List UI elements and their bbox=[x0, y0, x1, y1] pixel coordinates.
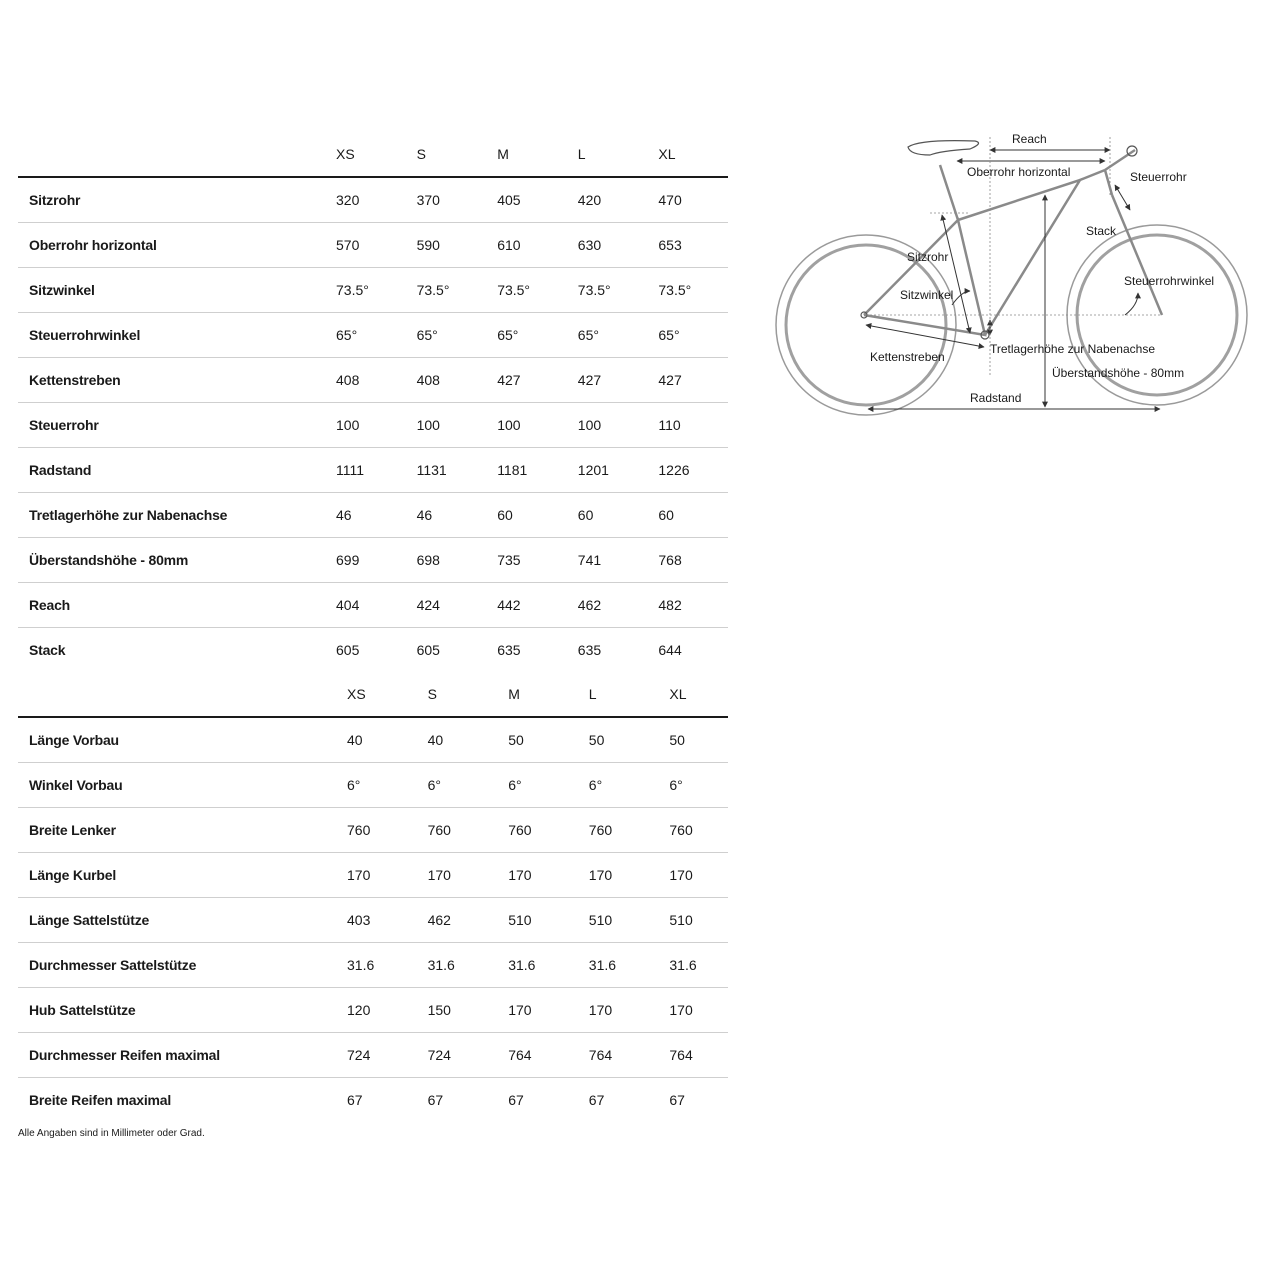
table-row bbox=[18, 628, 728, 673]
cell-xl: 764 bbox=[647, 1033, 728, 1078]
row-label: Hub Sattelstütze bbox=[18, 988, 325, 1033]
row-label: Tretlagerhöhe zur Nabenachse bbox=[18, 493, 325, 538]
cell-xl: 50 bbox=[647, 717, 728, 763]
cell-xl: 60 bbox=[647, 493, 728, 538]
cell-xs: 403 bbox=[325, 898, 406, 943]
size-header-m: M bbox=[497, 146, 509, 162]
row-label: Reach bbox=[18, 583, 325, 628]
size-header-l: L bbox=[588, 686, 597, 702]
chainstay-line bbox=[866, 325, 984, 347]
cell-xl: 470 bbox=[647, 177, 728, 223]
cell-m: 442 bbox=[486, 583, 567, 628]
cell-m: 764 bbox=[486, 1033, 567, 1078]
row-label: Überstandshöhe - 80mm bbox=[18, 538, 325, 583]
cell-l: 630 bbox=[567, 223, 648, 268]
table-row bbox=[18, 403, 728, 448]
label-reach: Reach bbox=[1012, 132, 1047, 146]
cell-s: 100 bbox=[406, 403, 487, 448]
row-label: Winkel Vorbau bbox=[18, 763, 325, 808]
cell-l: 50 bbox=[567, 717, 648, 763]
cell-xs: 67 bbox=[347, 1092, 363, 1108]
cell-l: 67 bbox=[588, 1092, 605, 1108]
table-row bbox=[18, 1033, 728, 1078]
cell-l: 635 bbox=[577, 642, 602, 658]
cell-xs: 724 bbox=[325, 1033, 406, 1078]
cell-s: 605 bbox=[416, 642, 440, 658]
row-label: Breite Reifen maximal bbox=[29, 1092, 172, 1108]
size-header-row bbox=[18, 132, 728, 177]
table-row bbox=[18, 358, 728, 403]
header-blank-cell bbox=[18, 132, 325, 177]
cell-l: 170 bbox=[567, 853, 648, 898]
size-header-m: M bbox=[508, 686, 520, 702]
saddle bbox=[908, 141, 979, 155]
cell-l: 764 bbox=[567, 1033, 648, 1078]
cell-xs: 73.5° bbox=[325, 268, 406, 313]
label-sitzwinkel: Sitzwinkel bbox=[900, 288, 954, 302]
size-header-xs: XS bbox=[336, 146, 355, 162]
row-label: Länge Vorbau bbox=[18, 717, 325, 763]
cell-s: 67 bbox=[427, 1092, 444, 1108]
cell-s: 698 bbox=[406, 538, 487, 583]
cell-xl: 65° bbox=[647, 313, 728, 358]
table-row bbox=[18, 313, 728, 358]
cell-s: 6° bbox=[406, 763, 487, 808]
size-header-row bbox=[18, 672, 728, 717]
size-header-xs: XS bbox=[347, 686, 366, 702]
table-row bbox=[18, 538, 728, 583]
cell-xs: 760 bbox=[325, 808, 406, 853]
cell-m: 31.6 bbox=[486, 943, 567, 988]
cell-s: 424 bbox=[406, 583, 487, 628]
cell-xs: 100 bbox=[325, 403, 406, 448]
cell-xl: 760 bbox=[647, 808, 728, 853]
geometry-tables bbox=[18, 132, 728, 1122]
cell-l: 65° bbox=[567, 313, 648, 358]
label-steuerrohrwinkel: Steuerrohrwinkel bbox=[1124, 274, 1215, 288]
cell-xl: 31.6 bbox=[647, 943, 728, 988]
table-row bbox=[18, 268, 728, 313]
label-oberrohr: Oberrohr horizontal bbox=[967, 165, 1071, 179]
cell-s: 40 bbox=[406, 717, 487, 763]
cell-s: 462 bbox=[406, 898, 487, 943]
cell-s: 1131 bbox=[406, 448, 487, 493]
cell-xs: 1111 bbox=[325, 448, 406, 493]
cell-s: 31.6 bbox=[406, 943, 487, 988]
cell-xs: 46 bbox=[325, 493, 406, 538]
cell-m: 73.5° bbox=[486, 268, 567, 313]
cell-m: 170 bbox=[486, 853, 567, 898]
geometry-table bbox=[18, 132, 728, 672]
row-label: Durchmesser Reifen maximal bbox=[18, 1033, 325, 1078]
size-header-xl: XL bbox=[658, 146, 676, 162]
cell-s: 65° bbox=[406, 313, 487, 358]
row-label: Stack bbox=[29, 642, 66, 658]
cell-l: 6° bbox=[567, 763, 648, 808]
table-row bbox=[18, 1078, 728, 1123]
cell-l: 760 bbox=[567, 808, 648, 853]
label-tretlager: Tretlagerhöhe zur Nabenachse bbox=[990, 342, 1155, 356]
cell-xs: 120 bbox=[325, 988, 406, 1033]
table-row bbox=[18, 763, 728, 808]
table-row bbox=[18, 717, 728, 763]
row-label: Durchmesser Sattelstütze bbox=[18, 943, 325, 988]
row-label: Länge Sattelstütze bbox=[18, 898, 325, 943]
cell-xl: 67 bbox=[669, 1092, 685, 1108]
cell-s: 760 bbox=[406, 808, 487, 853]
size-header-s: S bbox=[427, 686, 437, 702]
cell-l: 100 bbox=[567, 403, 648, 448]
cell-xs: 408 bbox=[325, 358, 406, 403]
cell-l: 60 bbox=[567, 493, 648, 538]
row-label: Oberrohr horizontal bbox=[18, 223, 325, 268]
cell-m: 735 bbox=[486, 538, 567, 583]
table-row bbox=[18, 583, 728, 628]
table-row bbox=[18, 943, 728, 988]
cell-m: 510 bbox=[486, 898, 567, 943]
table-row bbox=[18, 177, 728, 223]
geometry-table-body bbox=[18, 132, 728, 672]
table-row bbox=[18, 448, 728, 493]
cell-m: 170 bbox=[486, 988, 567, 1033]
cell-xl: 510 bbox=[647, 898, 728, 943]
cell-xl: 644 bbox=[658, 642, 682, 658]
cell-l: 1201 bbox=[567, 448, 648, 493]
cell-s: 370 bbox=[406, 177, 487, 223]
cell-xs: 699 bbox=[325, 538, 406, 583]
footnote: Alle Angaben sind in Millimeter oder Grad. bbox=[18, 1128, 205, 1139]
row-label: Länge Kurbel bbox=[18, 853, 325, 898]
cell-xl: 170 bbox=[647, 853, 728, 898]
label-steuerrohr: Steuerrohr bbox=[1130, 170, 1187, 184]
row-label: Sitzrohr bbox=[18, 177, 325, 223]
row-label: Steuerrohr bbox=[18, 403, 325, 448]
cell-m: 610 bbox=[486, 223, 567, 268]
size-header-xl: XL bbox=[669, 686, 687, 702]
cell-xs: 404 bbox=[325, 583, 406, 628]
cell-l: 427 bbox=[567, 358, 648, 403]
label-sitzrohr: Sitzrohr bbox=[907, 250, 949, 264]
header-blank-cell bbox=[18, 672, 325, 717]
cell-xs: 65° bbox=[325, 313, 406, 358]
cell-xl: 653 bbox=[647, 223, 728, 268]
cell-l: 73.5° bbox=[567, 268, 648, 313]
table-row bbox=[18, 898, 728, 943]
row-label: Radstand bbox=[18, 448, 325, 493]
cell-l: 420 bbox=[567, 177, 648, 223]
table-row bbox=[18, 988, 728, 1033]
size-header-s: S bbox=[416, 146, 426, 162]
row-label: Sitzwinkel bbox=[18, 268, 325, 313]
cell-xl: 427 bbox=[647, 358, 728, 403]
head-angle-arc bbox=[1125, 293, 1138, 315]
cell-m: 635 bbox=[497, 642, 521, 658]
label-stack: Stack bbox=[1086, 224, 1117, 238]
cell-xs: 170 bbox=[325, 853, 406, 898]
cell-s: 590 bbox=[406, 223, 487, 268]
cell-xs: 40 bbox=[325, 717, 406, 763]
cell-m: 427 bbox=[486, 358, 567, 403]
cell-m: 6° bbox=[486, 763, 567, 808]
cell-xs: 31.6 bbox=[325, 943, 406, 988]
cell-m: 50 bbox=[486, 717, 567, 763]
cell-xs: 570 bbox=[325, 223, 406, 268]
table-row bbox=[18, 493, 728, 538]
cell-m: 405 bbox=[486, 177, 567, 223]
cell-m: 60 bbox=[486, 493, 567, 538]
cell-xs: 605 bbox=[336, 642, 360, 658]
cell-m: 65° bbox=[486, 313, 567, 358]
cell-xl: 170 bbox=[647, 988, 728, 1033]
cell-m: 760 bbox=[486, 808, 567, 853]
cell-xl: 1226 bbox=[647, 448, 728, 493]
components-table-body bbox=[18, 672, 728, 1122]
cell-l: 170 bbox=[567, 988, 648, 1033]
row-label: Breite Lenker bbox=[18, 808, 325, 853]
cell-m: 1181 bbox=[486, 448, 567, 493]
cell-s: 724 bbox=[406, 1033, 487, 1078]
cell-m: 100 bbox=[486, 403, 567, 448]
cell-xl: 482 bbox=[647, 583, 728, 628]
cell-l: 462 bbox=[567, 583, 648, 628]
cell-l: 31.6 bbox=[567, 943, 648, 988]
cell-s: 408 bbox=[406, 358, 487, 403]
cell-xs: 320 bbox=[325, 177, 406, 223]
cell-xl: 73.5° bbox=[647, 268, 728, 313]
cell-l: 510 bbox=[567, 898, 648, 943]
label-radstand: Radstand bbox=[970, 391, 1022, 405]
cell-xl: 6° bbox=[647, 763, 728, 808]
cell-l: 741 bbox=[567, 538, 648, 583]
table-row bbox=[18, 808, 728, 853]
cell-xl: 110 bbox=[647, 403, 728, 448]
cell-s: 170 bbox=[406, 853, 487, 898]
bike-geometry-diagram bbox=[770, 125, 1260, 420]
cell-xs: 6° bbox=[325, 763, 406, 808]
size-header-l: L bbox=[577, 146, 586, 162]
table-row bbox=[18, 853, 728, 898]
components-table bbox=[18, 672, 728, 1122]
table-row bbox=[18, 223, 728, 268]
row-label: Steuerrohrwinkel bbox=[18, 313, 325, 358]
cell-s: 73.5° bbox=[406, 268, 487, 313]
cell-xl: 768 bbox=[647, 538, 728, 583]
row-label: Kettenstreben bbox=[18, 358, 325, 403]
cell-s: 150 bbox=[406, 988, 487, 1033]
cell-m: 67 bbox=[508, 1092, 524, 1108]
cell-s: 46 bbox=[406, 493, 487, 538]
label-ueberstand: Überstandshöhe - 80mm bbox=[1052, 366, 1185, 380]
label-kettenstreben: Kettenstreben bbox=[870, 350, 945, 364]
